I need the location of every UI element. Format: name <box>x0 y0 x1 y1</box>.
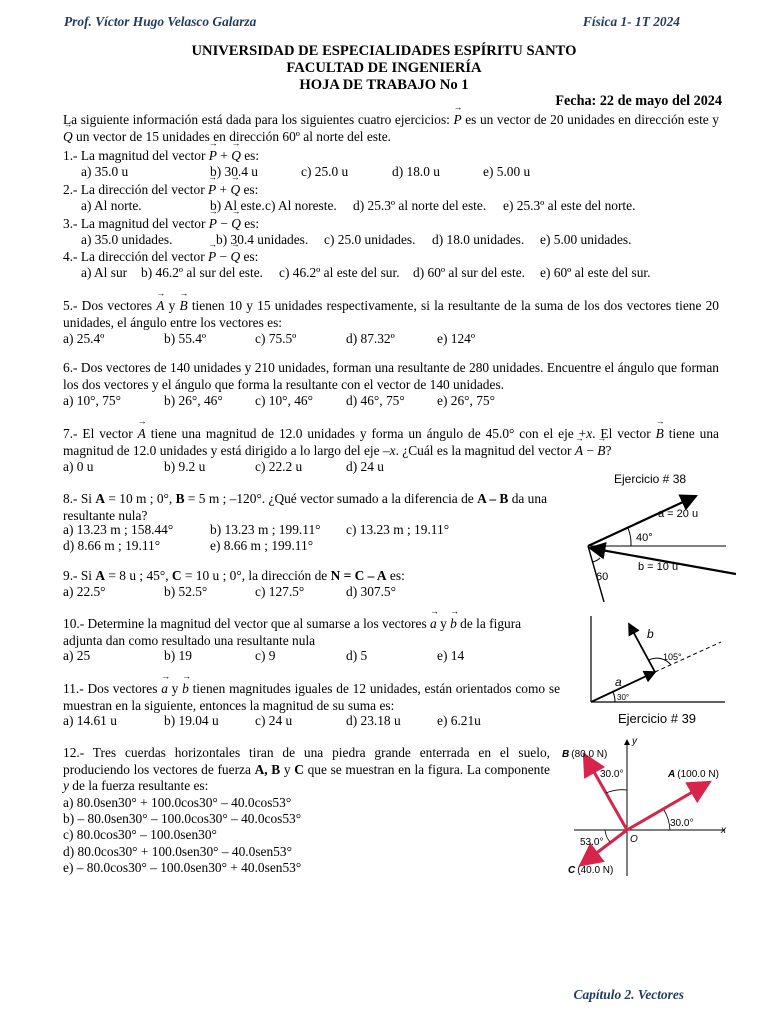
intro-paragraph <box>63 112 719 145</box>
conjunction: y <box>436 616 451 631</box>
option-b[interactable]: b) Al este. <box>210 198 265 213</box>
question-text: = 10 u ; 0°, la dirección de <box>181 568 331 583</box>
question-text: es: <box>240 182 259 197</box>
option-a[interactable]: a) 25 <box>63 648 91 663</box>
option-d[interactable]: d) 87.32º <box>346 331 395 346</box>
question-text: de la fuerza resultante es: <box>68 778 209 794</box>
question-text: es: <box>240 148 260 163</box>
vector-q: → Q <box>231 148 241 165</box>
option-a[interactable]: a) 10°, 75° <box>63 393 121 408</box>
vector-n: N = C – A <box>330 568 387 583</box>
vector-p: → P <box>209 148 217 165</box>
intro-text: un vector de 15 unidades en dirección 60º al norte del este. <box>72 128 392 144</box>
option-e[interactable]: e) 14 <box>437 648 465 663</box>
question-text: 10.- Determine la magnitud del vector que al sumarse a los vectores <box>63 616 431 631</box>
option-e[interactable]: e) 5.00 u <box>483 164 531 179</box>
header-course: Física 1- 1T 2024 <box>582 14 680 29</box>
option-c[interactable]: c) 75.5º <box>255 331 297 346</box>
option-e[interactable]: e) 60º al este del sur. <box>540 265 651 280</box>
question-12-options <box>63 795 301 876</box>
option-a[interactable]: a) Al sur <box>81 265 128 280</box>
option-b[interactable]: b) 26°, 46° <box>164 393 223 408</box>
conjunction: y <box>167 681 183 696</box>
option-c[interactable]: c) 127.5° <box>255 584 305 599</box>
worksheet-title: HOJA DE TRABAJO No 1 <box>299 77 469 93</box>
question-4 <box>63 249 258 266</box>
label-b: b = 10 u <box>638 561 679 573</box>
option-b[interactable]: b) 13.23 m ; 199.11° <box>210 522 321 537</box>
question-8-options-row2 <box>63 538 313 555</box>
conjunction: y <box>164 298 180 313</box>
question-text: es: <box>240 249 259 264</box>
vector-c: C <box>171 568 182 583</box>
option-a[interactable]: a) 14.61 u <box>63 713 117 728</box>
option-d[interactable]: d) 307.5° <box>346 584 396 599</box>
vector-difference: A – B <box>477 491 509 506</box>
question-text: 9.- Si <box>63 568 96 583</box>
vector-p: → P <box>209 216 217 233</box>
option-b[interactable]: b) – 80.0sen30° – 100.0cos30° – 40.0cos53° <box>63 811 302 827</box>
option-b[interactable]: b) 19 <box>164 648 192 663</box>
operator: − <box>583 442 598 458</box>
figure-force-vectors <box>560 730 735 878</box>
angle-105: 105° <box>663 652 682 662</box>
figure-38-title: Ejercicio # 38 <box>614 472 687 486</box>
vector-b: → b <box>450 616 457 633</box>
vector-a: A <box>95 568 106 583</box>
university-title: UNIVERSIDAD DE ESPECIALIDADES ESPÍRITU SANTO <box>191 43 577 59</box>
option-b[interactable]: b) 55.4º <box>164 331 207 346</box>
label-c: C (40.0 N) <box>568 865 614 876</box>
figure-ejercicio-38 <box>576 466 736 606</box>
option-b[interactable]: b) 9.2 u <box>164 459 206 474</box>
question-1-options <box>81 164 530 181</box>
question-text: es: <box>240 216 260 231</box>
option-b[interactable]: b) 30.4 unidades. <box>216 232 309 247</box>
question-text: es: <box>386 568 405 583</box>
question-8 <box>63 491 563 524</box>
vector-a: A <box>95 491 106 506</box>
question-text: que se muestran en la figura. La componente <box>303 761 551 777</box>
question-text: 2.- La dirección del vector <box>63 182 208 197</box>
question-7 <box>63 426 719 459</box>
option-d[interactable]: d) 5 <box>346 648 368 663</box>
option-e[interactable]: e) 8.66 m ; 199.11° <box>210 538 314 553</box>
vector-p: → P <box>208 182 216 199</box>
option-e[interactable]: e) 25.3º al este del norte. <box>503 198 636 213</box>
angle-30: 30° <box>617 693 630 702</box>
y-axis-label: y <box>632 736 637 747</box>
vector-a: → A <box>156 298 164 315</box>
label-a: a = 20 u <box>658 508 699 520</box>
angle-60: 60 <box>596 571 609 583</box>
figure-39-title: Ejercicio # 39 <box>618 711 697 726</box>
vector-q: → Q <box>63 129 73 146</box>
option-b[interactable]: b) 30.4 u <box>210 164 258 179</box>
question-6: 6.- Dos vectores de 140 unidades y 210 unidades, forman una resultante de 280 unidades. Encuentre el ángulo que forman los dos vectores y el ángulo que forma la resultante con el vector de 140 unidades. <box>63 360 719 392</box>
option-d[interactable]: d) 23.18 u <box>346 713 401 728</box>
question-10 <box>63 616 563 649</box>
question-7-options <box>63 459 384 476</box>
vector-p: → P <box>453 112 461 129</box>
angle-c: 53.0° <box>580 837 604 848</box>
option-a[interactable]: a) 35.0 unidades. <box>81 232 173 247</box>
operator: + <box>216 148 232 163</box>
header-author: Prof. Víctor Hugo Velasco Galarza <box>64 14 257 29</box>
axis-y: y <box>63 778 69 794</box>
option-c[interactable]: c) 24 u <box>255 713 293 728</box>
option-c[interactable]: c) 80.0cos30° – 100.0sen30° <box>63 827 217 843</box>
vector-a-arrow <box>627 783 708 830</box>
intro-text: es un vector de 20 unidades en dirección este y <box>461 112 720 127</box>
vector-a: → A <box>138 426 146 443</box>
question-text: = 8 u ; 45°, <box>105 568 172 583</box>
vector-a: → a <box>430 616 437 633</box>
option-a[interactable]: a) 0 u <box>63 459 94 474</box>
vector-p: → P <box>208 249 216 266</box>
option-c[interactable]: c) 46.2º al este del sur. <box>279 265 400 280</box>
x-axis-label: x <box>721 825 726 836</box>
question-text: 11.- Dos vectores <box>63 681 162 696</box>
option-b[interactable]: b) 46.2º al sur del este. <box>141 265 264 280</box>
question-text: 4.- La dirección del vector <box>63 249 208 264</box>
option-d[interactable]: d) 25.3º al norte del este. <box>353 198 487 213</box>
option-a[interactable]: a) 80.0sen30° + 100.0cos30° – 40.0cos53° <box>63 795 292 810</box>
question-9 <box>63 568 405 585</box>
axis-x: x <box>586 426 593 441</box>
question-text: tiene una magnitud de 12.0 unidades y forma un ángulo de 45.0° con el eje + <box>145 426 587 441</box>
question-10-options <box>63 648 464 665</box>
date-label: Fecha: 22 de mayo del 2024 <box>555 93 722 109</box>
question-11-options <box>63 713 481 730</box>
option-c[interactable]: c) 22.2 u <box>255 459 303 474</box>
label-b: b <box>647 627 654 641</box>
question-6-options <box>63 393 495 410</box>
angle-40: 40° <box>636 532 653 544</box>
option-d[interactable]: d) 60º al sur del este. <box>413 265 525 280</box>
question-text: ? <box>605 442 612 458</box>
question-text: . El vector <box>592 426 656 441</box>
angle-a: 30.0° <box>670 818 694 829</box>
footer-chapter: Capítulo 2. Vectores <box>573 987 684 1003</box>
option-d[interactable]: d) 24 u <box>346 459 384 474</box>
question-text: 5.- Dos vectores <box>63 298 157 313</box>
option-a[interactable]: a) 13.23 m ; 158.44° <box>63 522 174 537</box>
vector-b: → B <box>656 426 664 443</box>
vector-q: → Q <box>230 249 240 266</box>
question-text: da una resultante nula? <box>63 491 548 523</box>
faculty-title: FACULTAD DE INGENIERÍA <box>286 60 482 76</box>
operator: − <box>216 249 231 264</box>
angle-b: 30.0° <box>600 769 624 780</box>
question-text: = 10 m ; 0°, <box>105 491 176 506</box>
question-8-options-row1 <box>63 522 449 539</box>
conjunction: y <box>280 761 295 777</box>
vector-b: → b <box>182 681 189 698</box>
figure-ejercicio-39 <box>585 614 735 728</box>
question-text: 8.- Si <box>63 491 96 506</box>
option-e[interactable]: e) 6.21u <box>437 713 481 728</box>
question-3 <box>63 216 259 233</box>
vectors-ab: A, B <box>254 761 281 777</box>
question-text: = 5 m ; –120°. ¿Qué vector sumado a la diferencia de <box>184 491 478 506</box>
question-11 <box>63 681 560 714</box>
operator: + <box>216 182 231 197</box>
question-3-options <box>81 232 631 249</box>
intro-text: La siguiente información está dada para los siguientes cuatro ejercicios: <box>63 112 454 127</box>
question-text: tienen 10 y 15 unidades respectivamente, si la resultante de la suma de los dos vectores tiene 20 unidades, el ángulo entre los vectores es: <box>63 298 719 330</box>
vector-a: → A <box>575 443 583 460</box>
option-a[interactable]: a) 22.5° <box>63 584 106 599</box>
option-e[interactable]: e) 124º <box>437 331 475 346</box>
question-4-options <box>81 265 651 282</box>
question-2 <box>63 182 258 199</box>
option-e[interactable]: e) 26°, 75° <box>437 393 495 408</box>
question-9-options <box>63 584 396 601</box>
option-e[interactable]: e) 5.00 unidades. <box>540 232 632 247</box>
question-2-options <box>81 198 635 215</box>
question-1 <box>63 148 259 165</box>
option-c[interactable]: c) 13.23 m ; 19.11° <box>346 522 450 537</box>
vector-b: B <box>175 491 185 506</box>
vector-c: C <box>294 761 304 777</box>
label-a: a <box>615 675 622 689</box>
option-d[interactable]: d) 46°, 75° <box>346 393 405 408</box>
question-text: tiene una magnitud de 12.0 unidades y está dirigido a lo largo del eje – <box>63 426 720 458</box>
question-text: . ¿Cuál es la magnitud del vector <box>395 442 575 458</box>
option-c[interactable]: c) 9 <box>255 648 276 663</box>
option-d[interactable]: d) 18.0 u <box>392 164 440 179</box>
option-d[interactable]: d) 18.0 unidades. <box>432 232 525 247</box>
option-a[interactable]: a) 35.0 u <box>81 164 129 179</box>
question-text: 7.- El vector <box>63 426 138 441</box>
question-text: tienen magnitudes iguales de 12 unidades, están orientados como se muestran en la siguiente, entonces la magnitud de su suma es: <box>63 681 561 713</box>
question-text: 3.- La magnitud del vector <box>63 216 209 231</box>
question-5-options <box>63 331 475 348</box>
option-d[interactable]: d) 8.66 m ; 19.11° <box>63 538 161 553</box>
origin-label: O <box>630 834 638 845</box>
question-text: 12.- Tres cuerdas horizontales tiran de una piedra grande enterrada en el suelo, produciendo los vectores de fuerza <box>63 745 550 777</box>
label-a: A (100.0 N) <box>668 769 719 780</box>
label-b: B (80.0 N) <box>562 749 608 760</box>
vector-b: → B <box>597 443 605 460</box>
option-c[interactable]: c) 10°, 46° <box>255 393 313 408</box>
option-b[interactable]: b) 19.04 u <box>164 713 219 728</box>
vector-a: → a <box>161 681 168 698</box>
option-b[interactable]: b) 52.5° <box>164 584 208 599</box>
vector-q: → Q <box>231 216 241 233</box>
option-a[interactable]: a) 25.4º <box>63 331 105 346</box>
option-d[interactable]: d) 80.0cos30° + 100.0sen30° – 40.0sen53° <box>63 843 292 859</box>
option-a[interactable]: a) Al norte. <box>81 198 142 213</box>
question-12 <box>63 745 550 795</box>
question-text: de la figura adjunta dan como resultado una resultante nula <box>63 616 522 648</box>
question-5 <box>63 298 719 331</box>
option-e[interactable]: e) – 80.0cos30° – 100.0sen30° + 40.0sen53° <box>63 859 302 875</box>
operator: − <box>216 216 232 231</box>
vector-q: → Q <box>230 182 240 199</box>
option-c[interactable]: c) Al noreste. <box>265 198 337 213</box>
question-text: 1.- La magnitud del vector <box>63 148 209 163</box>
vector-b: → B <box>179 298 187 315</box>
option-c[interactable]: c) 25.0 unidades. <box>324 232 416 247</box>
option-c[interactable]: c) 25.0 u <box>301 164 349 179</box>
axis-x: x <box>389 442 396 458</box>
